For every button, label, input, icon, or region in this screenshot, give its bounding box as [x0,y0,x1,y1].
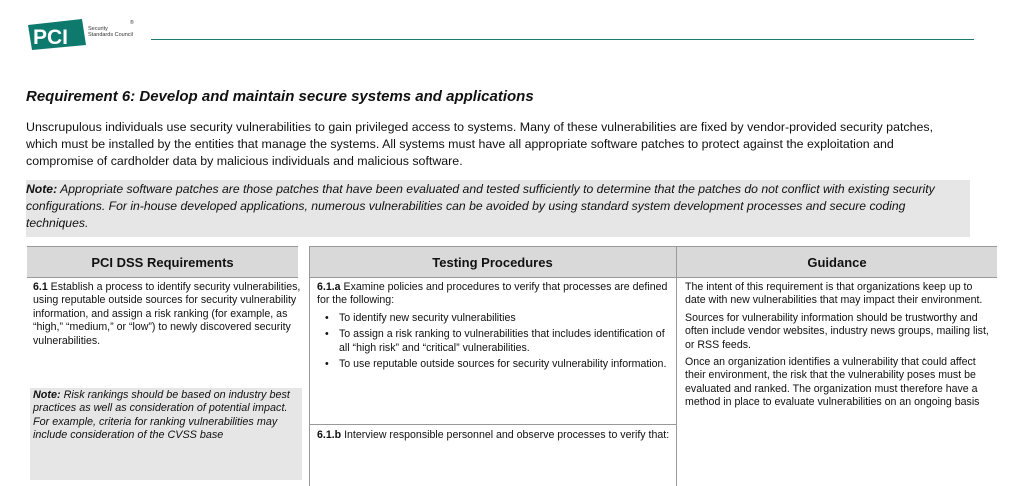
note-label: Note: [26,182,58,196]
testing-a-id: 6.1.a [317,281,341,293]
testing-b-text: Interview responsible personnel and observe processes to verify that: [341,429,670,441]
requirement-id: 6.1 [33,281,48,293]
list-item: • To identify new security vulnerabilities [329,312,673,325]
logo-registered-mark: ® [130,20,134,26]
logo-org-line2: Standards Council [88,32,133,38]
col-header-testing: Testing Procedures [309,246,676,278]
col-header-requirements: PCI DSS Requirements [27,246,298,278]
pci-logo-mark [26,17,88,51]
requirement-text: Establish a process to identify security vulnerabilities, using reputable outside sources for security vulnerability information, and assign a risk ranking (for example, as “high,” “medium,” or “low”) to newly discovered security vulnerabilities. [33,281,301,347]
col-header-guidance: Guidance [677,246,997,278]
requirement-note-label: Note: [33,389,61,401]
testing-cell-b [317,429,673,442]
column-divider [676,246,677,486]
requirement-cell-note [30,388,302,480]
requirements-table [27,246,997,486]
guidance-paragraph: The intent of this requirement is that organizations keep up to date with new vulnerabilities that may impact their environment. [685,281,983,307]
guidance-paragraph: Sources for vulnerability information should be trustworthy and often include vendor websites, industry news groups, mailing list, or RSS feeds. [685,311,989,351]
logo-org-line1: Security [88,26,108,32]
requirement-6-1 [33,281,301,348]
header-rule [151,39,974,40]
guidance-paragraph: Once an organization identifies a vulnerability that could affect their environment, the risk that the vulnerability poses must be evaluated and ranked. The organization must therefore have a method in place to evaluate vulnerabilities on an ongoing basis [685,356,980,409]
testing-cell-a [317,281,673,374]
requirement-intro: Unscrupulous individuals use security vulnerabilities to gain privileged access to systems. Many of these vulnerabilities are fixed by vendor-provided security patches, which must be installed by the entities that manage the systems. All systems must have all appropriate software patches to protect against the exploitation and compromise of cardholder data by malicious individuals and malicious software. [26,120,934,168]
column-divider [309,246,310,486]
requirement-title: Requirement 6: Develop and maintain secure systems and applications [26,88,534,105]
logo-mark-text: PCI [33,26,69,49]
testing-6-1-b [317,429,673,442]
testing-row-divider [310,424,676,425]
requirement-cell [33,281,301,348]
testing-a-bullets [317,312,673,372]
list-item: • To assign a risk ranking to vulnerabilities that includes identification of all “high risk” and “critical” vulnerabilities. [329,328,673,355]
guidance-cell [685,281,991,410]
testing-a-text: Examine policies and procedures to verify that processes are defined for the following: [317,281,668,307]
pci-logo [26,17,88,56]
list-item: • To use reputable outside sources for security vulnerability information. [329,358,673,371]
note-text: Appropriate software patches are those patches that have been evaluated and tested sufficiently to determine that the patches do not conflict with existing security configurations. For in-house developed applications, numerous vulnerabilities can be avoided by using standard system development processes and secure coding techniques. [26,182,935,230]
testing-6-1-a [317,281,673,308]
requirement-note [26,180,970,237]
requirement-note-text: Risk rankings should be based on industry best practices as well as consideration of potential impact. For example, criteria for ranking vulnerabilities may include consideration of the CVSS base [33,389,290,442]
testing-b-id: 6.1.b [317,429,342,441]
logo-org-name [88,26,133,38]
